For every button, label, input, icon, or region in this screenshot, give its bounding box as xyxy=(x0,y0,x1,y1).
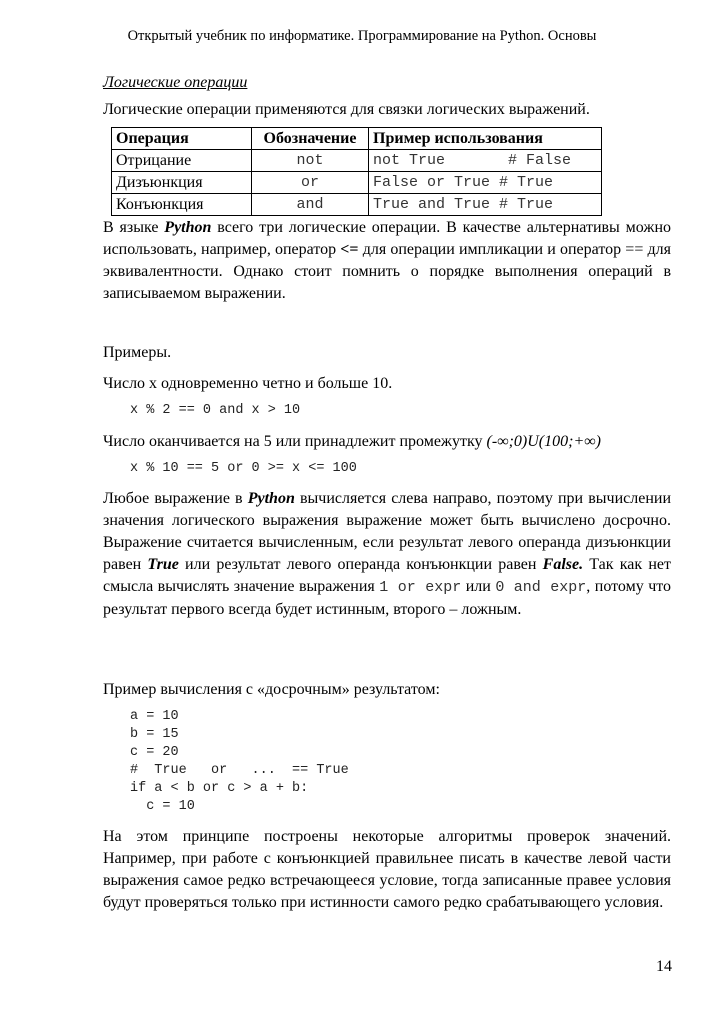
example1-code: x % 2 == 0 and x > 10 xyxy=(130,403,301,418)
paragraph-python-ops: В языке Python всего три логические операции. В качестве альтернативы можно использовать, например, оператор <= для операции импликации и оператор == для эквивалентности. Однако стоит помнить о порядке выполнения операций в записываемом выражении. xyxy=(103,219,672,302)
example2-code: x % 10 == 5 or 0 >= x <= 100 xyxy=(130,461,357,476)
intro-text: Логические операции применяются для связки логических выражений. xyxy=(103,101,590,118)
table-cell: not xyxy=(252,150,369,172)
table-header-row xyxy=(112,128,602,150)
example3-label: Пример вычисления с «досрочным» результатом: xyxy=(103,681,440,698)
table-row xyxy=(112,194,602,216)
table-row xyxy=(112,150,602,172)
example1-text: Число x одновременно четно и больше 10. xyxy=(103,375,393,392)
page-header: Открытый учебник по информатике. Программирование на Python. Основы xyxy=(127,28,597,44)
table-cell: Отрицание xyxy=(112,150,252,172)
paragraph-evaluation: Любое выражение в Python вычисляется слева направо, поэтому при вычислении значения логического выражения выражение может быть вычислено досрочно. Выражение считается вычисленным, если результат левого операнда дизъюнкции равен True или результат левого операнда конъюнкции равен False. Так как нет смысла вычислять значение выражения 1 or expr или 0 and expr, потому что результат первого всегда будет истинным, второго – ложным. xyxy=(103,490,672,618)
table-header-cell: Обозначение xyxy=(252,128,369,150)
table-header-cell: Пример использования xyxy=(369,128,602,150)
table-cell: or xyxy=(252,172,369,194)
table-header-cell: Операция xyxy=(112,128,252,150)
table-row xyxy=(112,172,602,194)
table-cell: True and True # True xyxy=(369,194,602,216)
table-cell: not True # False xyxy=(369,150,602,172)
page-number: 14 xyxy=(656,958,672,975)
paragraph-conclusion: На этом принципе построены некоторые алгоритмы проверок значений. Например, при работе с конъюнкцией правильнее писать в качестве левой части выражения самое редко встречающееся условие, тогда записанные правее условия будут проверяться только при истинности самого редко срабатывающего условия. xyxy=(103,828,671,911)
examples-label: Примеры. xyxy=(103,344,172,361)
section-title: Логические операции xyxy=(103,74,248,91)
table-cell: False or True # True xyxy=(369,172,602,194)
table-cell: Конъюнкция xyxy=(112,194,252,216)
example3-code: a = 10 b = 15 c = 20 # True or ... == True if a < b or c > a + b: c = 10 xyxy=(130,709,349,814)
example2-text: Число оканчивается на 5 или принадлежит промежутку (-∞;0)U(100;+∞) xyxy=(103,433,601,450)
table-cell: Дизъюнкция xyxy=(112,172,252,194)
table-cell: and xyxy=(252,194,369,216)
operations-table xyxy=(111,127,602,216)
